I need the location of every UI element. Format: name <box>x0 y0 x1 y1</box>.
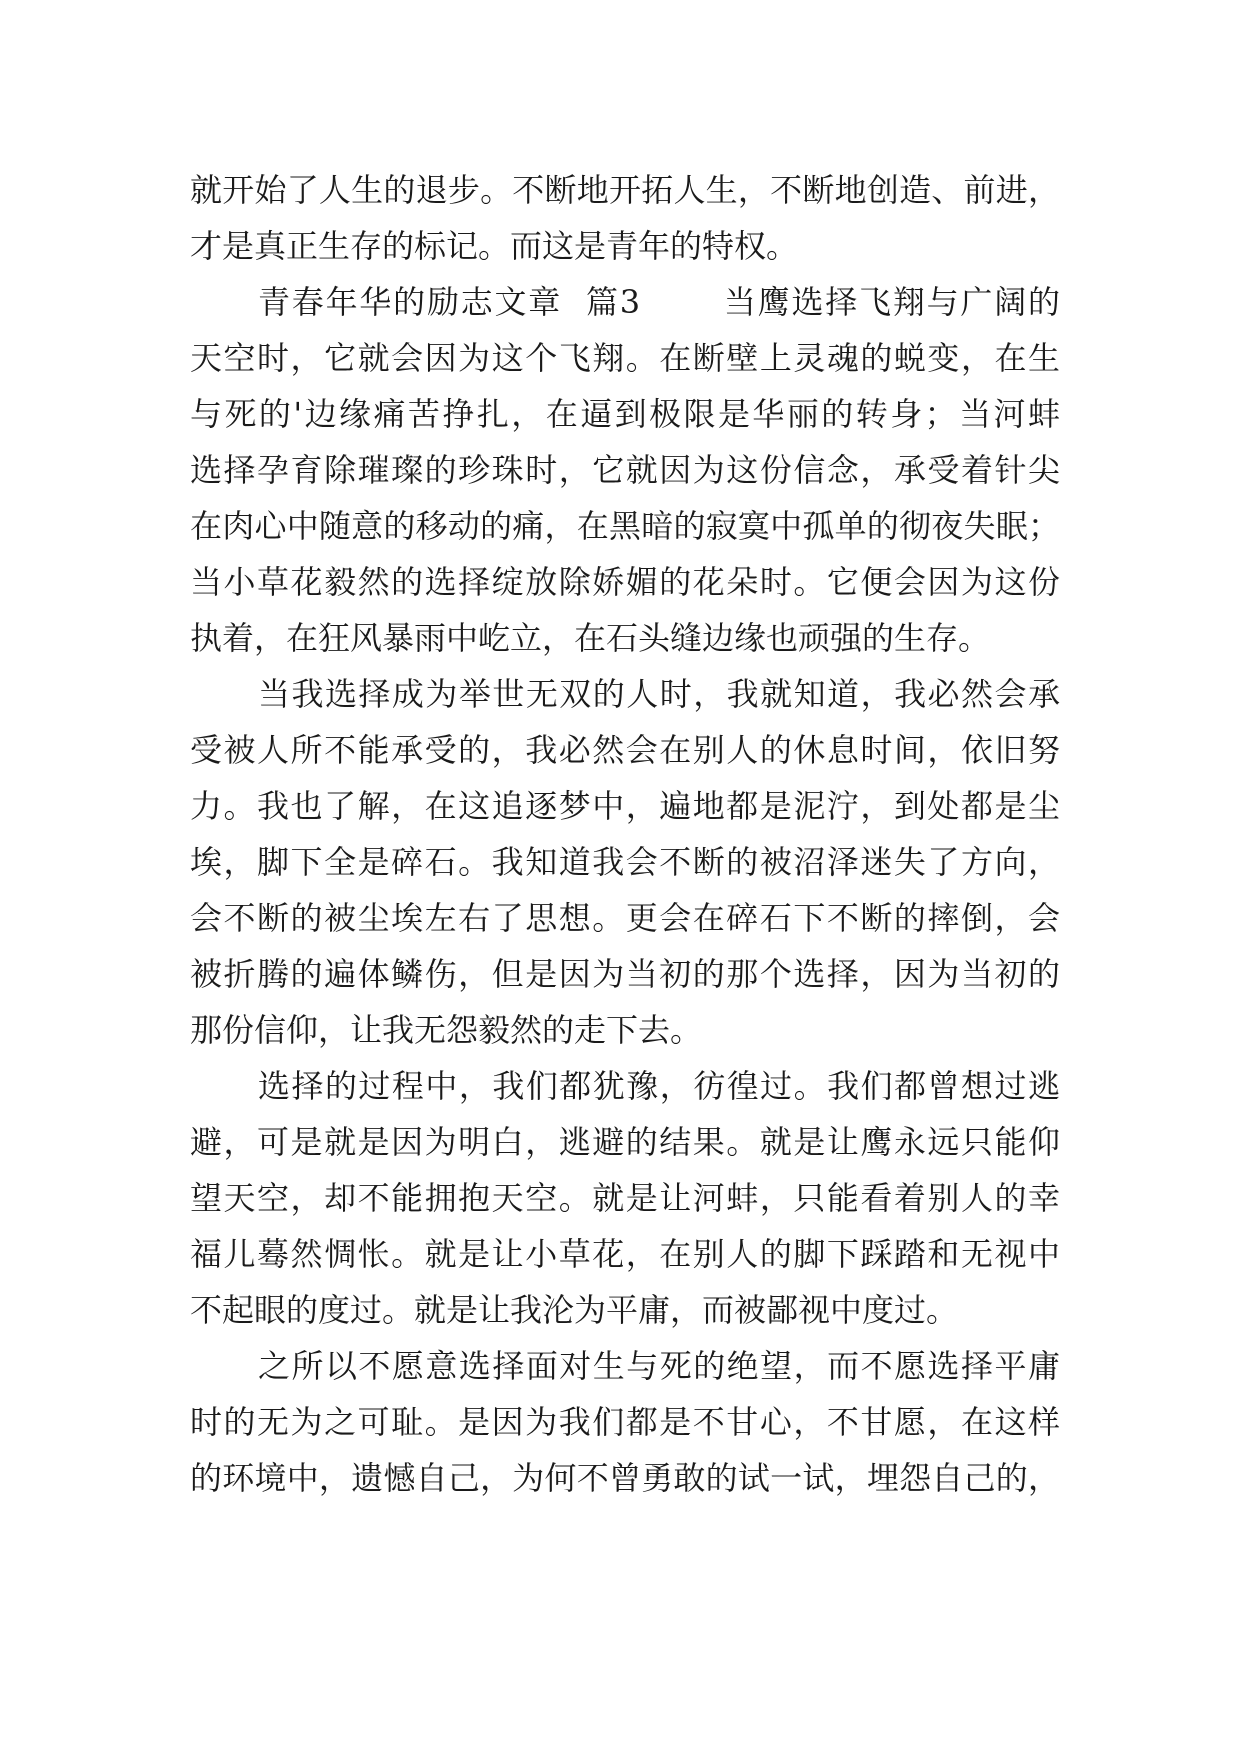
text-line: 就开始了人生的退步。不断地开拓人生，不断地创造、前进， <box>190 171 1060 209</box>
text-line: 之所以不愿意选择面对生与死的绝望，而不愿选择平庸 <box>258 1347 1060 1385</box>
text-line: 与死的'边缘痛苦挣扎，在逼到极限是华丽的转身；当河蚌 <box>190 395 1060 433</box>
text-line: 选择孕育除璀璨的珍珠时，它就因为这份信念，承受着针尖 <box>190 451 1060 489</box>
text-line: 力。我也了解，在这追逐梦中，遍地都是泥泞，到处都是尘 <box>190 787 1060 825</box>
text-line: 埃，脚下全是碎石。我知道我会不断的被沼泽迷失了方向， <box>190 843 1060 881</box>
text-line: 那份信仰，让我无怨毅然的走下去。 <box>190 1011 703 1049</box>
text-line: 时的无为之可耻。是因为我们都是不甘心，不甘愿，在这样 <box>190 1403 1060 1441</box>
text-line: 当我选择成为举世无双的人时，我就知道，我必然会承 <box>258 675 1060 713</box>
text-line: 望天空，却不能拥抱天空。就是让河蚌，只能看着别人的幸 <box>190 1179 1060 1217</box>
text-line: 选择的过程中，我们都犹豫，彷徨过。我们都曾想过逃 <box>258 1067 1060 1105</box>
text-line: 青春年华的励志文章 篇3 当鹰选择飞翔与广阔的 <box>258 283 1060 321</box>
text-line: 福儿蓦然惆怅。就是让小草花，在别人的脚下踩踏和无视中 <box>190 1235 1060 1273</box>
text-line: 受被人所不能承受的，我必然会在别人的休息时间，依旧努 <box>190 731 1060 769</box>
text-line: 在肉心中随意的移动的痛，在黑暗的寂寞中孤单的彻夜失眠； <box>190 507 1060 545</box>
text-line: 的环境中，遗憾自己，为何不曾勇敢的试一试，埋怨自己的， <box>190 1459 1060 1497</box>
text-line: 执着，在狂风暴雨中屹立，在石头缝边缘也顽强的生存。 <box>190 619 991 657</box>
text-line: 当小草花毅然的选择绽放除娇媚的花朵时。它便会因为这份 <box>190 563 1060 601</box>
text-line: 被折腾的遍体鳞伤，但是因为当初的那个选择，因为当初的 <box>190 955 1060 993</box>
text-line: 才是真正生存的标记。而这是青年的特权。 <box>190 227 799 265</box>
text-line: 会不断的被尘埃左右了思想。更会在碎石下不断的摔倒，会 <box>190 899 1060 937</box>
text-line: 避，可是就是因为明白，逃避的结果。就是让鹰永远只能仰 <box>190 1123 1060 1161</box>
text-line: 不起眼的度过。就是让我沦为平庸，而被鄙视中度过。 <box>190 1291 959 1329</box>
text-line: 天空时，它就会因为这个飞翔。在断壁上灵魂的蜕变，在生 <box>190 339 1060 377</box>
